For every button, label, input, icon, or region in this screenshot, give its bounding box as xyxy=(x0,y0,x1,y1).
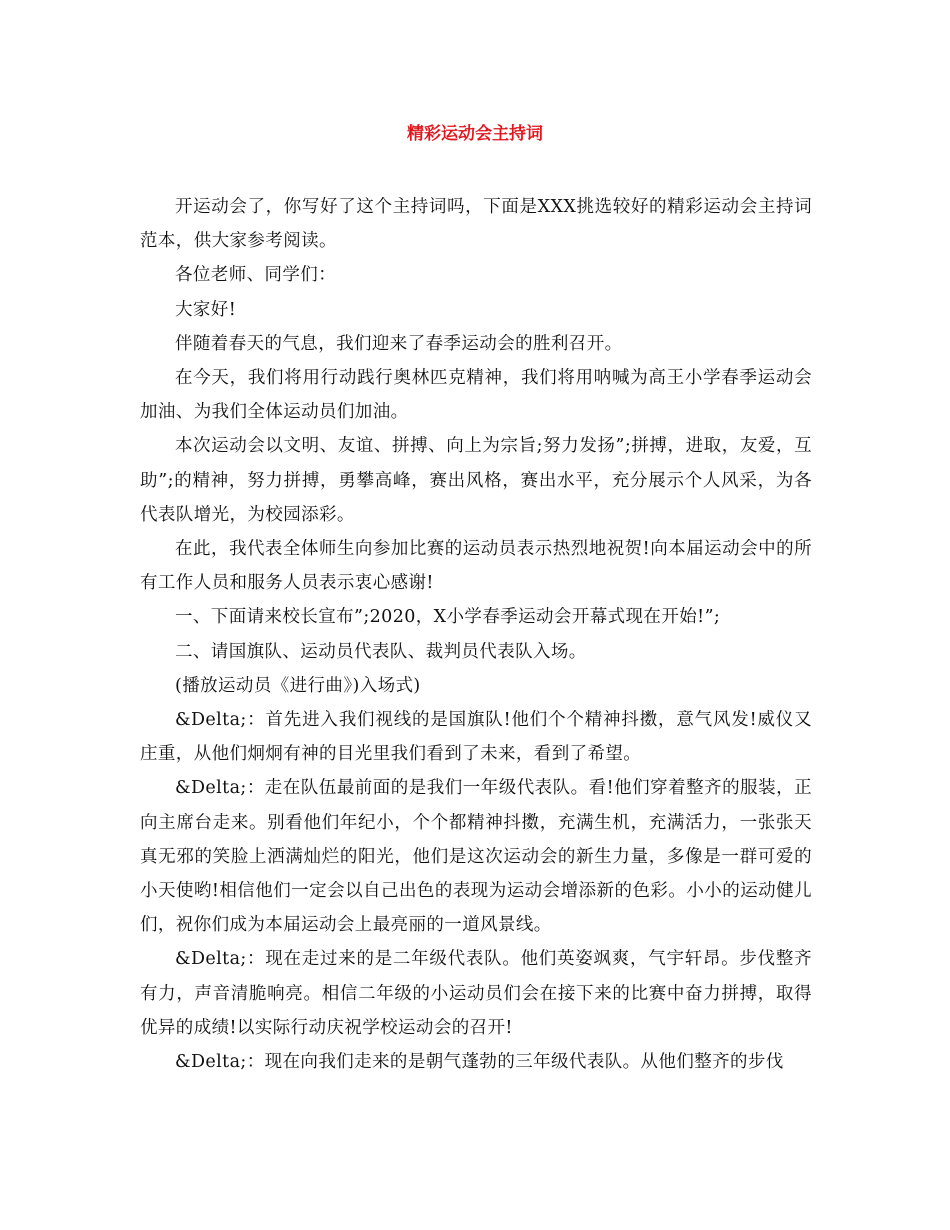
paragraph: &Delta;：首先进入我们视线的是国旗队!他们个个精神抖擞，意气风发!威仪又庄重，从他们炯炯有神的目光里我们看到了未来，看到了希望。 xyxy=(140,710,812,765)
paragraph: &Delta;：现在向我们走来的是朝气蓬勃的三年级代表队。从他们整齐的步伐 xyxy=(175,1052,784,1073)
document-body xyxy=(140,190,812,1079)
paragraph: 大家好! xyxy=(175,299,237,320)
paragraph: 各位老师、同学们： xyxy=(175,265,337,286)
paragraph: 二、请国旗队、运动员代表队、裁判员代表队入场。 xyxy=(175,641,587,662)
paragraph: 本次运动会以文明、友谊、拼搏、向上为宗旨;努力发扬”;拼搏，进取，友爱，互助”;的精神，努力拼搏，勇攀高峰，赛出风格，赛出水平，充分展示个人风采，为各代表队增光，为校园添彩。 xyxy=(140,436,812,525)
document-title: 精彩运动会主持词 xyxy=(407,124,543,144)
paragraph: &Delta;：现在走过来的是二年级代表队。他们英姿飒爽，气宇轩昂。步伐整齐有力，声音清脆响亮。相信二年级的小运动员们会在接下来的比赛中奋力拼搏，取得优异的成绩!以实际行动庆祝学校运动会的召开! xyxy=(140,949,812,1038)
paragraph: 伴随着春天的气息，我们迎来了春季运动会的胜利召开。 xyxy=(175,333,623,354)
paragraph: &Delta;：走在队伍最前面的是我们一年级代表队。看!他们穿着整齐的服装，正向主席台走来。别看他们年纪小，个个都精神抖擞，充满生机，充满活力，一张张天真无邪的笑脸上洒满灿烂的阳光，他们是这次运动会的新生力量，多像是一群可爱的小天使哟!相信他们一定会以自己出色的表现为运动会增添新的色彩。小小的运动健儿们，祝你们成为本届运动会上最亮丽的一道风景线。 xyxy=(140,778,812,936)
paragraph: 在此，我代表全体师生向参加比赛的运动员表示热烈地祝贺!向本届运动会中的所有工作人员和服务人员表示衷心感谢! xyxy=(140,539,812,594)
paragraph: (播放运动员《进行曲》)入场式) xyxy=(175,675,421,696)
paragraph: 一、下面请来校长宣布”;2020，X小学春季运动会开幕式现在开始!”; xyxy=(175,607,721,628)
paragraph: 在今天，我们将用行动践行奥林匹克精神，我们将用呐喊为高王小学春季运动会加油、为我们全体运动员们加油。 xyxy=(140,368,812,423)
paragraph: 开运动会了，你写好了这个主持词吗，下面是XXX挑选较好的精彩运动会主持词范本，供大家参考阅读。 xyxy=(140,197,812,252)
